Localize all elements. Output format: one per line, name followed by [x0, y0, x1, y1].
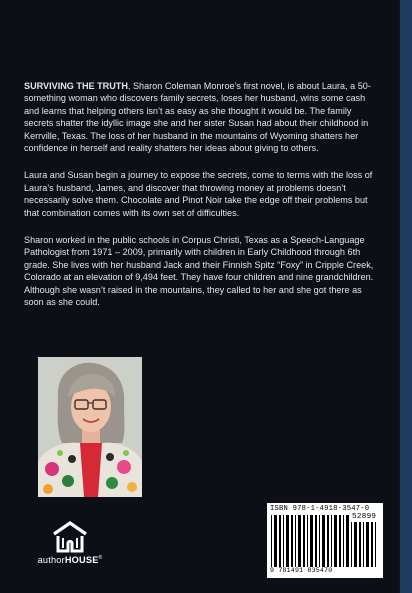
barcode-bar [295, 515, 296, 567]
spine-strip [400, 0, 412, 593]
barcode-bar [346, 515, 349, 567]
blurb-text [24, 80, 376, 324]
barcode-bar [303, 515, 305, 567]
ean-barcode-bars [271, 515, 349, 567]
barcode-bar [319, 515, 320, 567]
barcode-bar [307, 515, 308, 567]
authorhouse-house-book-icon [30, 520, 110, 554]
barcode-bar [351, 522, 352, 567]
barcode-bar [366, 522, 369, 567]
blurb-paragraph-1-text: , Sharon Coleman Monroe’s first novel, is about Laura, a 50-something woman who discovers family secrets, loses her husband, wins some cash and learns that helping others isn’t as easy as she thought it would be. The family secrets shatter the idyllic image she and her sister Susan had about their childhood in Kerrville, Texas. The loss of her husband in the mountains of Wyoming shatters her confidence in herself and reality shatters her ideas about giving to others. [24, 81, 371, 154]
barcode-bar [375, 522, 376, 567]
barcode-bar [286, 515, 289, 567]
book-title: SURVIVING THE TRUTH [24, 81, 128, 91]
barcode-bar [298, 515, 301, 567]
barcode-bar [291, 515, 293, 567]
barcode-bar [283, 515, 284, 567]
barcode-bar [315, 515, 317, 567]
barcode-bar [322, 515, 325, 567]
trademark-symbol: ® [98, 555, 103, 561]
barcode-bar [363, 522, 364, 567]
barcode-bar [310, 515, 313, 567]
author-photo [38, 357, 142, 497]
barcode-addon-number: 52899 [352, 513, 377, 521]
ean-digits: 9 781491 835470 [270, 567, 333, 574]
barcode-bar [371, 522, 373, 567]
barcode-box [267, 503, 383, 578]
publisher-name-part1: author [37, 555, 65, 566]
author-photo-image [38, 357, 142, 497]
publisher-name [30, 555, 110, 565]
barcode-bar [327, 515, 329, 567]
author-bio: Sharon worked in the public schools in Corpus Christi, Texas as a Speech-Language Pathologist from 1971 – 2009, primarily with children in Early Childhood through 6th grade. She lives with her husband Jack and their Finnish Spitz “Foxy” in Cripple Creek, Colorado at an elevation of 9,494 feet. They have four children and nine grandchildren. Although she wasn’t raised in the mountains, they called to her and she got there as soon as she could. [24, 235, 374, 308]
publisher-name-part2: HOUSE [64, 555, 99, 566]
barcode-bar [279, 515, 281, 567]
barcode-bar [354, 522, 357, 567]
blurb-paragraph-2: Laura and Susan begin a journey to expose the secrets, come to terms with the loss of Laura’s husband, James, and discover that throwing money at problems doesn’t necessarily solve them. Chocolate and Pinot Noir take the edge off their problems but that combination comes with its own set of difficulties. [24, 170, 373, 218]
barcode-bar [271, 515, 272, 567]
barcode-bar [359, 522, 361, 567]
addon-barcode-bars [351, 522, 379, 567]
blurb-paragraph-1 [24, 80, 376, 154]
barcode-bar [331, 515, 332, 567]
barcode-bar [339, 515, 341, 567]
barcode-bar [274, 515, 277, 567]
barcode-bar [343, 515, 344, 567]
barcode-bar [334, 515, 337, 567]
isbn-text: ISBN 978-1-4918-3547-0 [270, 505, 370, 513]
publisher-logo [30, 520, 110, 570]
